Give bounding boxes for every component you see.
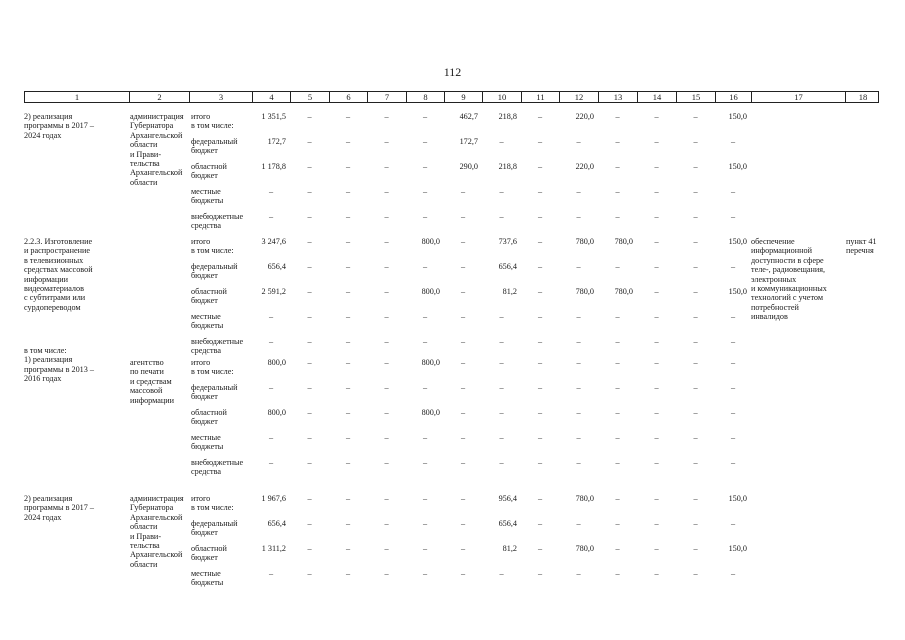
funding-source-label: итого в том числе: xyxy=(191,358,234,377)
value-cell: – xyxy=(537,433,543,442)
value-cell: – xyxy=(422,544,428,553)
header-cell-4: 4 xyxy=(253,92,291,102)
value-cell: 150,0 xyxy=(728,287,747,296)
value-cell: 150,0 xyxy=(728,544,747,553)
value-cell: – xyxy=(537,112,543,121)
value-cell: – xyxy=(615,337,620,346)
value-cell: – xyxy=(730,408,736,417)
value-cell: – xyxy=(460,408,466,417)
value-cell: – xyxy=(460,212,466,221)
value-cell: – xyxy=(499,212,504,221)
value-cell: – xyxy=(537,458,543,467)
value-cell: – xyxy=(654,212,659,221)
value-cell: – xyxy=(384,544,389,553)
value-cell: – xyxy=(537,569,543,578)
value-cell: – xyxy=(615,383,620,392)
value-cell: – xyxy=(307,494,312,503)
value-cell: – xyxy=(693,287,698,296)
value-cell: – xyxy=(693,519,698,528)
value-cell: – xyxy=(422,112,428,121)
funding-source-label: федеральный бюджет xyxy=(191,383,238,402)
value-cell: 956,4 xyxy=(498,494,517,503)
value-cell: – xyxy=(730,337,736,346)
value-cell: 737,6 xyxy=(498,237,517,246)
funding-source-label: федеральный бюджет xyxy=(191,137,238,156)
value-cell: – xyxy=(576,569,581,578)
value-cell: 800,0 xyxy=(267,408,286,417)
value-cell: – xyxy=(576,408,581,417)
value-cell: – xyxy=(654,433,659,442)
value-cell: – xyxy=(615,212,620,221)
value-cell: – xyxy=(268,212,274,221)
funding-source-label: областной бюджет xyxy=(191,162,227,181)
funding-source-label: внебюджетные средства xyxy=(191,337,244,356)
value-cell: – xyxy=(537,212,543,221)
funding-source-label: местные бюджеты xyxy=(191,433,224,452)
value-cell: – xyxy=(268,187,274,196)
value-cell: – xyxy=(384,408,389,417)
value-cell: – xyxy=(499,458,504,467)
value-cell: 218,8 xyxy=(498,162,517,171)
value-cell: – xyxy=(537,383,543,392)
value-cell: – xyxy=(307,187,312,196)
expected-result: обеспечение информационной доступности в сфере теле-, радиовещания, электронных и коммуникационных технологий с учетом потребностей инвалидов xyxy=(751,237,827,322)
value-cell: – xyxy=(693,337,698,346)
value-cell: 1 178,8 xyxy=(261,162,286,171)
value-cell: – xyxy=(499,569,504,578)
funding-source-label: областной бюджет xyxy=(191,287,227,306)
value-cell: – xyxy=(693,162,698,171)
value-cell: – xyxy=(730,262,736,271)
value-cell: – xyxy=(460,312,466,321)
value-cell: – xyxy=(422,312,428,321)
value-cell: 780,0 xyxy=(614,287,633,296)
value-cell: 780,0 xyxy=(575,287,594,296)
header-cell-1: 1 xyxy=(25,92,130,102)
value-cell: – xyxy=(615,433,620,442)
value-cell: – xyxy=(345,112,351,121)
value-cell: – xyxy=(345,162,351,171)
table-header-row xyxy=(24,91,879,103)
value-cell: – xyxy=(422,519,428,528)
value-cell: – xyxy=(499,312,504,321)
value-cell: 800,0 xyxy=(421,358,440,367)
responsible-executor: администрация Губернатора Архангельской области и Прави- тельства Архангельской области xyxy=(130,494,184,569)
value-cell: – xyxy=(307,112,312,121)
value-cell: – xyxy=(730,433,736,442)
value-cell: – xyxy=(307,408,312,417)
value-cell: – xyxy=(730,519,736,528)
value-cell: – xyxy=(499,137,504,146)
value-cell: 172,7 xyxy=(267,137,286,146)
value-cell: – xyxy=(460,433,466,442)
value-cell: 2 591,2 xyxy=(261,287,286,296)
value-cell: 800,0 xyxy=(421,237,440,246)
value-cell: – xyxy=(460,458,466,467)
value-cell: – xyxy=(537,162,543,171)
value-cell: – xyxy=(460,337,466,346)
value-cell: – xyxy=(615,569,620,578)
value-cell: – xyxy=(576,383,581,392)
value-cell: – xyxy=(730,212,736,221)
funding-source-label: итого в том числе: xyxy=(191,112,234,131)
value-cell: – xyxy=(384,287,389,296)
value-cell: 218,8 xyxy=(498,112,517,121)
item-description: 2) реализация программы в 2017 – 2024 годах xyxy=(24,494,94,522)
value-cell: – xyxy=(460,358,466,367)
header-cell-15: 15 xyxy=(677,92,716,102)
value-cell: – xyxy=(576,262,581,271)
value-cell: – xyxy=(268,383,274,392)
value-cell: – xyxy=(576,187,581,196)
header-cell-17: 17 xyxy=(752,92,846,102)
value-cell: – xyxy=(499,187,504,196)
value-cell: – xyxy=(345,187,351,196)
header-cell-2: 2 xyxy=(130,92,190,102)
value-cell: – xyxy=(422,383,428,392)
value-cell: – xyxy=(422,262,428,271)
value-cell: – xyxy=(654,112,659,121)
value-cell: – xyxy=(730,458,736,467)
value-cell: 1 311,2 xyxy=(261,544,286,553)
value-cell: – xyxy=(460,187,466,196)
value-cell: – xyxy=(537,358,543,367)
value-cell: – xyxy=(345,544,351,553)
value-cell: – xyxy=(460,519,466,528)
funding-source-label: внебюджетные средства xyxy=(191,458,244,477)
value-cell: 220,0 xyxy=(575,162,594,171)
value-cell: – xyxy=(460,569,466,578)
value-cell: – xyxy=(384,494,389,503)
value-cell: – xyxy=(615,358,620,367)
value-cell: – xyxy=(345,569,351,578)
value-cell: – xyxy=(615,262,620,271)
value-cell: 150,0 xyxy=(728,237,747,246)
header-cell-12: 12 xyxy=(560,92,599,102)
value-cell: – xyxy=(537,408,543,417)
value-cell: – xyxy=(693,112,698,121)
value-cell: – xyxy=(693,212,698,221)
value-cell: – xyxy=(422,162,428,171)
item-description: 2.2.3. Изготовление и распространение в телевизионных средствах массовой информации видеоматериалов с субтитрами или сурдопереводом xyxy=(24,237,93,312)
value-cell: – xyxy=(576,337,581,346)
value-cell: – xyxy=(499,358,504,367)
value-cell: – xyxy=(422,569,428,578)
value-cell: – xyxy=(615,458,620,467)
value-cell: – xyxy=(730,358,736,367)
value-cell: – xyxy=(384,212,389,221)
value-cell: 150,0 xyxy=(728,112,747,121)
value-cell: – xyxy=(693,187,698,196)
value-cell: – xyxy=(615,494,620,503)
value-cell: – xyxy=(654,569,659,578)
value-cell: – xyxy=(307,162,312,171)
value-cell: – xyxy=(730,383,736,392)
value-cell: – xyxy=(345,458,351,467)
value-cell: 1 967,6 xyxy=(261,494,286,503)
value-cell: – xyxy=(693,458,698,467)
value-cell: – xyxy=(537,494,543,503)
value-cell: – xyxy=(384,162,389,171)
value-cell: 800,0 xyxy=(421,287,440,296)
funding-source-label: местные бюджеты xyxy=(191,569,224,588)
value-cell: 150,0 xyxy=(728,494,747,503)
funding-source-label: областной бюджет xyxy=(191,544,227,563)
value-cell: – xyxy=(654,287,659,296)
value-cell: 780,0 xyxy=(575,544,594,553)
value-cell: – xyxy=(537,287,543,296)
value-cell: – xyxy=(422,494,428,503)
funding-source-label: местные бюджеты xyxy=(191,312,224,331)
value-cell: – xyxy=(615,187,620,196)
value-cell: – xyxy=(460,237,466,246)
reference-note: пункт 41 перечня xyxy=(846,237,877,256)
value-cell: – xyxy=(499,408,504,417)
value-cell: – xyxy=(576,212,581,221)
value-cell: – xyxy=(422,212,428,221)
value-cell: – xyxy=(654,162,659,171)
value-cell: – xyxy=(654,137,659,146)
value-cell: – xyxy=(307,312,312,321)
value-cell: – xyxy=(384,337,389,346)
value-cell: – xyxy=(499,383,504,392)
value-cell: – xyxy=(576,458,581,467)
value-cell: – xyxy=(537,187,543,196)
value-cell: – xyxy=(384,237,389,246)
value-cell: – xyxy=(460,383,466,392)
header-cell-14: 14 xyxy=(638,92,677,102)
responsible-executor: агентство по печати и средствам массовой информации xyxy=(130,358,175,405)
value-cell: – xyxy=(576,519,581,528)
value-cell: – xyxy=(654,544,659,553)
funding-source-label: итого в том числе: xyxy=(191,237,234,256)
value-cell: 462,7 xyxy=(459,112,478,121)
value-cell: – xyxy=(345,494,351,503)
value-cell: 780,0 xyxy=(575,237,594,246)
value-cell: – xyxy=(730,187,736,196)
value-cell: 81,2 xyxy=(502,544,517,553)
item-description: 2) реализация программы в 2017 – 2024 годах xyxy=(24,112,94,140)
item-description: в том числе: 1) реализация программы в 2013 – 2016 годах xyxy=(24,346,94,384)
value-cell: – xyxy=(307,287,312,296)
value-cell: 800,0 xyxy=(421,408,440,417)
value-cell: – xyxy=(730,569,736,578)
header-cell-7: 7 xyxy=(368,92,407,102)
value-cell: – xyxy=(537,544,543,553)
value-cell: – xyxy=(268,458,274,467)
value-cell: – xyxy=(615,162,620,171)
value-cell: – xyxy=(693,408,698,417)
funding-source-label: федеральный бюджет xyxy=(191,262,238,281)
value-cell: – xyxy=(345,433,351,442)
value-cell: 656,4 xyxy=(267,262,286,271)
header-cell-13: 13 xyxy=(599,92,638,102)
value-cell: – xyxy=(268,433,274,442)
value-cell: 1 351,5 xyxy=(261,112,286,121)
value-cell: – xyxy=(384,569,389,578)
value-cell: – xyxy=(576,358,581,367)
value-cell: – xyxy=(615,112,620,121)
value-cell: – xyxy=(537,237,543,246)
value-cell: 656,4 xyxy=(498,519,517,528)
value-cell: – xyxy=(384,383,389,392)
value-cell: – xyxy=(615,519,620,528)
value-cell: – xyxy=(576,312,581,321)
value-cell: 780,0 xyxy=(575,494,594,503)
value-cell: – xyxy=(537,519,543,528)
value-cell: – xyxy=(384,458,389,467)
value-cell: – xyxy=(384,262,389,271)
header-cell-9: 9 xyxy=(445,92,483,102)
value-cell: – xyxy=(268,337,274,346)
value-cell: – xyxy=(307,544,312,553)
value-cell: – xyxy=(654,262,659,271)
value-cell: – xyxy=(693,312,698,321)
value-cell: – xyxy=(422,433,428,442)
value-cell: – xyxy=(345,337,351,346)
value-cell: – xyxy=(654,494,659,503)
header-cell-18: 18 xyxy=(858,92,868,102)
value-cell: – xyxy=(307,212,312,221)
value-cell: – xyxy=(654,383,659,392)
value-cell: – xyxy=(654,358,659,367)
value-cell: 172,7 xyxy=(459,137,478,146)
value-cell: – xyxy=(422,337,428,346)
value-cell: – xyxy=(654,337,659,346)
value-cell: – xyxy=(654,408,659,417)
value-cell: 656,4 xyxy=(267,519,286,528)
funding-source-label: итого в том числе: xyxy=(191,494,234,513)
value-cell: – xyxy=(537,337,543,346)
value-cell: – xyxy=(345,519,351,528)
value-cell: 150,0 xyxy=(728,162,747,171)
value-cell: – xyxy=(615,408,620,417)
value-cell: – xyxy=(693,237,698,246)
value-cell: – xyxy=(345,212,351,221)
value-cell: – xyxy=(268,569,274,578)
value-cell: – xyxy=(307,458,312,467)
value-cell: – xyxy=(537,312,543,321)
value-cell: – xyxy=(345,312,351,321)
value-cell: – xyxy=(307,358,312,367)
value-cell: – xyxy=(345,262,351,271)
header-cell-10: 10 xyxy=(483,92,522,102)
value-cell: 780,0 xyxy=(614,237,633,246)
value-cell: – xyxy=(307,433,312,442)
header-cell-8: 8 xyxy=(407,92,445,102)
value-cell: – xyxy=(345,237,351,246)
value-cell: – xyxy=(307,237,312,246)
value-cell: – xyxy=(693,494,698,503)
value-cell: – xyxy=(422,187,428,196)
value-cell: – xyxy=(576,433,581,442)
value-cell: – xyxy=(384,312,389,321)
value-cell: – xyxy=(615,312,620,321)
value-cell: – xyxy=(693,544,698,553)
header-cell-11: 11 xyxy=(522,92,560,102)
responsible-executor: администрация Губернатора Архангельской области и Прави- тельства Архангельской области xyxy=(130,112,184,187)
value-cell: – xyxy=(345,408,351,417)
value-cell: – xyxy=(654,187,659,196)
value-cell: 800,0 xyxy=(267,358,286,367)
value-cell: – xyxy=(693,358,698,367)
value-cell: – xyxy=(460,262,466,271)
value-cell: – xyxy=(345,383,351,392)
value-cell: 3 247,6 xyxy=(261,237,286,246)
header-cell-3: 3 xyxy=(190,92,253,102)
funding-source-label: областной бюджет xyxy=(191,408,227,427)
value-cell: – xyxy=(615,544,620,553)
value-cell: – xyxy=(460,287,466,296)
header-cell-5: 5 xyxy=(291,92,330,102)
value-cell: – xyxy=(384,358,389,367)
value-cell: – xyxy=(384,187,389,196)
value-cell: – xyxy=(422,137,428,146)
value-cell: 81,2 xyxy=(502,287,517,296)
value-cell: – xyxy=(654,237,659,246)
value-cell: – xyxy=(499,337,504,346)
value-cell: – xyxy=(693,433,698,442)
value-cell: – xyxy=(576,137,581,146)
value-cell: – xyxy=(499,433,504,442)
value-cell: – xyxy=(307,337,312,346)
value-cell: – xyxy=(693,262,698,271)
value-cell: – xyxy=(460,544,466,553)
value-cell: – xyxy=(307,569,312,578)
value-cell: – xyxy=(345,137,351,146)
value-cell: – xyxy=(730,137,736,146)
header-cell-6: 6 xyxy=(330,92,368,102)
value-cell: – xyxy=(384,137,389,146)
value-cell: – xyxy=(654,519,659,528)
value-cell: – xyxy=(307,519,312,528)
value-cell: – xyxy=(615,137,620,146)
value-cell: – xyxy=(654,312,659,321)
value-cell: – xyxy=(654,458,659,467)
funding-source-label: внебюджетные средства xyxy=(191,212,244,231)
value-cell: – xyxy=(730,312,736,321)
value-cell: – xyxy=(345,358,351,367)
page-number: 112 xyxy=(443,65,462,79)
value-cell: – xyxy=(307,383,312,392)
funding-source-label: федеральный бюджет xyxy=(191,519,238,538)
value-cell: 290,0 xyxy=(459,162,478,171)
funding-source-label: местные бюджеты xyxy=(191,187,224,206)
value-cell: 656,4 xyxy=(498,262,517,271)
value-cell: – xyxy=(268,312,274,321)
value-cell: – xyxy=(384,519,389,528)
value-cell: – xyxy=(307,262,312,271)
value-cell: 220,0 xyxy=(575,112,594,121)
value-cell: – xyxy=(537,137,543,146)
value-cell: – xyxy=(537,262,543,271)
value-cell: – xyxy=(345,287,351,296)
header-cell-16: 16 xyxy=(716,92,752,102)
value-cell: – xyxy=(384,433,389,442)
value-cell: – xyxy=(460,494,466,503)
value-cell: – xyxy=(307,137,312,146)
value-cell: – xyxy=(693,383,698,392)
value-cell: – xyxy=(422,458,428,467)
value-cell: – xyxy=(384,112,389,121)
value-cell: – xyxy=(693,569,698,578)
value-cell: – xyxy=(693,137,698,146)
